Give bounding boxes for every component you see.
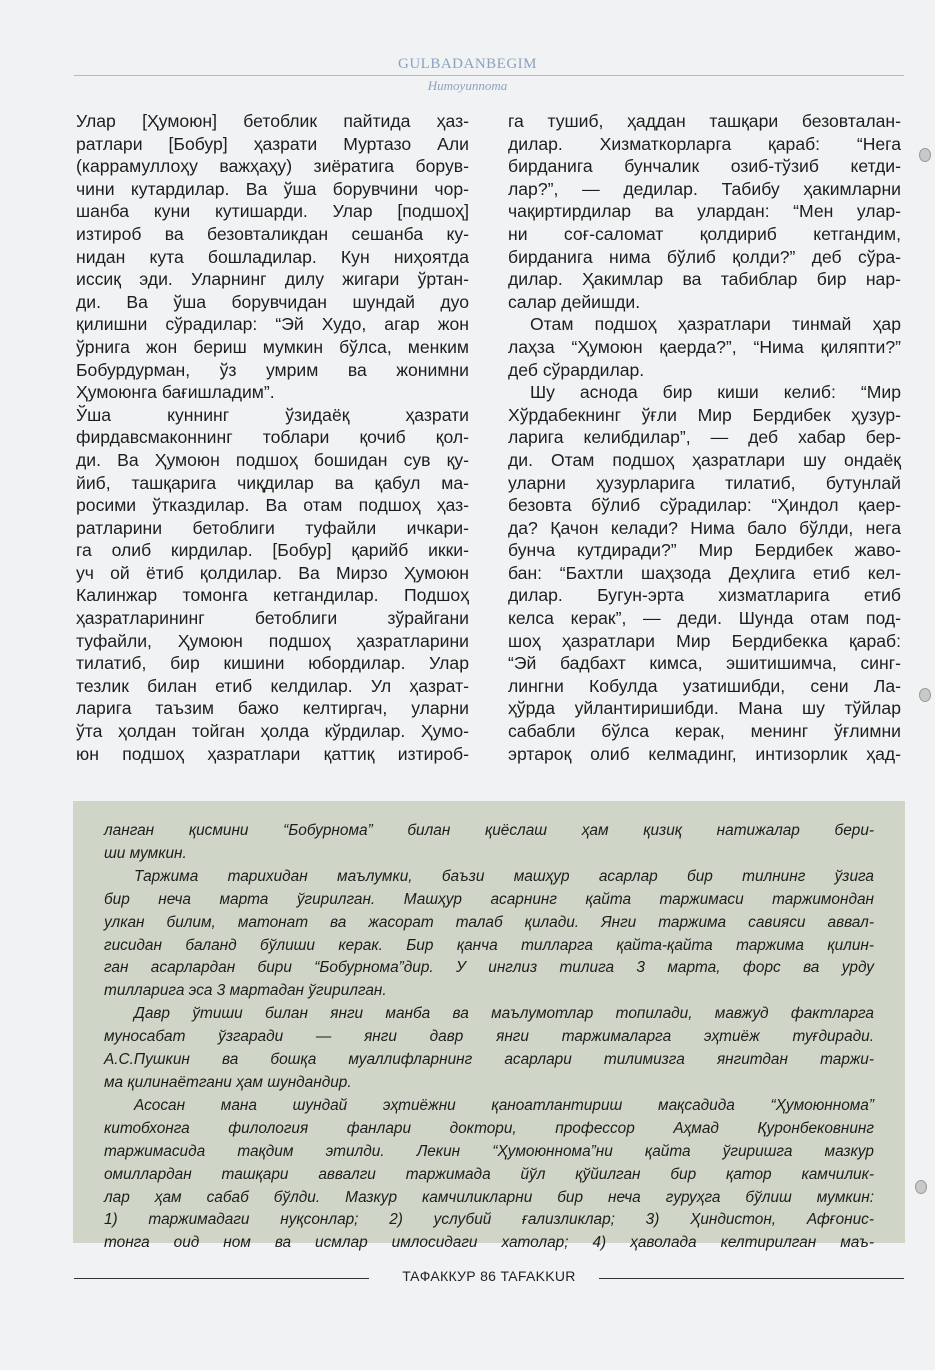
- text-line: ди. Отам подшоҳ ҳазратлари шу ондаёқ: [508, 449, 901, 470]
- text-line: шанба куни кутишарди. Улар [подшоҳ]: [76, 201, 469, 222]
- text-line: ҳўрда уйлантиришибди. Мана шу тўйлар: [508, 698, 901, 719]
- text-line: тезлик билан етиб келдилар. Ул ҳазрат-: [76, 675, 469, 696]
- text-line: эртароқ олиб келмадинг, интизорлик ҳад-: [508, 743, 901, 764]
- text-line: ни соғ-саломат қолдириб кетгандим,: [508, 223, 901, 244]
- text-line: сабабли бўлса керак, менинг ўғлимни: [508, 721, 901, 742]
- text-line: ўрнига жон бериш мумкин бўлса, менким: [76, 336, 469, 357]
- header-rule: [74, 75, 904, 76]
- binder-hole-icon: [915, 1180, 927, 1194]
- text-line: “Эй бадбахт кимса, эшитишимча, синг-: [508, 653, 901, 674]
- text-line: лар?”, — дедилар. Табибу ҳакимларни: [508, 178, 901, 199]
- text-line: (каррамуллоҳу важҳаҳу) зиёратига борув-: [76, 156, 469, 177]
- text-line: бунча кутдиради?” Мир Бердибек жаво-: [508, 540, 901, 561]
- text-line: шоҳ ҳазратлари Мир Бердибекка қараб:: [508, 630, 901, 651]
- text-line: безовта бўлиб сўрадилар: “Ҳиндол қаер-: [508, 495, 901, 516]
- text-line: лаҳза “Ҳумоюн қаерда?”, “Нима қиляпти?”: [508, 336, 901, 357]
- box-line: Таржима тарихидан маълумки, баъзи машҳур асарлар бир тилнинг ўзига: [134, 867, 874, 885]
- text-line: чини кутардилар. Ва ўша борувчини чор-: [76, 178, 469, 199]
- box-line: тонга оид ном ва исмлар имлосидаги хатолар; 4) ҳаволада келтирилган маъ-: [104, 1234, 874, 1252]
- box-line: китобхонга филология фанлари доктори, профессор Аҳмад Қуронбековнинг: [104, 1119, 874, 1137]
- text-line: нидан кута бошладилар. Кун ниҳоятда: [76, 246, 469, 267]
- text-line: келса керак”, — деди. Шунда отам под-: [508, 608, 901, 629]
- box-line: муносабат ўзгаради — янги давр янги таржималарга эҳтиёж туғдиради.: [104, 1028, 874, 1046]
- text-line: салар дейишди.: [508, 291, 641, 312]
- box-line: таржимасида тақдим этилди. Лекин “Ҳумоюннома”ни қайта ўгиришга мазкур: [104, 1142, 874, 1160]
- text-line: ларига келибдилар”, — деб хабар бер-: [508, 427, 901, 448]
- text-line: чақиртирдилар ва улардан: “Мен улар-: [508, 201, 901, 222]
- text-line: ратларини бетоблиги туфайли ичкари-: [76, 517, 469, 538]
- text-line: деб сўрардилар.: [508, 359, 645, 380]
- box-line: омиллардан ташқари аввалги таржимада йўл қўйилган бир қатор камчилик-: [104, 1165, 874, 1183]
- box-line: Давр ўтиши билан янги манба ва маълумотлар топилади, мавжуд фактларга: [134, 1005, 874, 1023]
- footer-rule-right: [599, 1278, 904, 1279]
- text-line: Шу аснода бир киши келиб: “Мир: [530, 382, 901, 403]
- text-line: бирданига нима бўлиб қолди?” деб сўра-: [508, 246, 901, 267]
- text-line: бан: “Бахтли шаҳзода Деҳлига етиб кел-: [508, 562, 901, 583]
- text-line: Хўрдабекнинг ўғли Мир Бердибек ҳузур-: [508, 404, 901, 425]
- text-line: юн подшоҳ ҳазратлари қаттиқ изтироб-: [76, 743, 469, 764]
- text-line: дилар. Бугун-эрта хизматларига етиб: [508, 585, 901, 606]
- text-line: дилар. Хизматкорларга қараб: “Нега: [508, 133, 901, 154]
- text-line: да? Қачон келади? Нима бало бўлди, нега: [508, 517, 901, 538]
- right-column: [508, 110, 901, 765]
- page-footer: [74, 1268, 904, 1288]
- text-line: лингни Кобулда узатишибди, сени Ла-: [508, 675, 901, 696]
- text-line: тилатиб, бир кишини юбордилар. Улар: [76, 653, 469, 674]
- text-line: иссиқ эди. Уларнинг дилу жигари ўртан-: [76, 269, 469, 290]
- box-line: лар ҳам сабаб бўлди. Мазкур камчиликларни бир неча гуруҳга бўлиш мумкин:: [104, 1188, 874, 1206]
- text-line: ўта ҳолдан тойган ҳолда кўрдилар. Ҳумо-: [76, 721, 469, 742]
- box-line: бир неча марта ўгирилган. Машҳур асарнинг қайта таржимаси таржимондан: [104, 890, 874, 908]
- text-line: ди. Ва ўша борувчидан шундай дуо: [76, 291, 469, 312]
- box-line: ши мумкин.: [104, 844, 187, 862]
- left-column: [76, 110, 469, 765]
- text-line: ҳазратларининг бетоблиги зўрайгани: [76, 608, 469, 629]
- text-line: уларни ҳузурларига тилатиб, бутунлай: [508, 472, 901, 493]
- text-line: ди. Ва Ҳумоюн подшоҳ бошидан сув қу-: [76, 449, 469, 470]
- text-line: га тушиб, ҳаддан ташқари безовталан-: [508, 111, 901, 131]
- text-line: уч ой ётиб қолдилар. Ва Мирзо Ҳумоюн: [76, 562, 469, 583]
- box-line: ланган қисмини “Бобурнома” билан қиёслаш ҳам қизиқ натижалар бери-: [104, 822, 874, 839]
- text-line: қилишни сўрадилар: “Эй Худо, агар жон: [76, 314, 469, 335]
- box-line: А.С.Пушкин ва бошқа муаллифларнинг асарлари тилимизга янгитдан таржи-: [104, 1051, 874, 1069]
- text-line: Ҳумоюнга бағишладим”.: [76, 382, 275, 403]
- box-line: улкан билим, матонат ва жасорат талаб қилади. Янги таржима савияси аввал-: [104, 913, 874, 931]
- text-line: Калинжар томонга кетгандилар. Подшоҳ: [76, 585, 469, 606]
- box-line: 1) таржимадаги нуқсонлар; 2) услубий ғализликлар; 3) Ҳиндистон, Афғонис-: [104, 1211, 874, 1229]
- sidebar-box-text: [104, 820, 874, 1255]
- running-header-subtitle: Humoyunnoma: [427, 78, 508, 93]
- text-line: ларига таъзим бажо келтиргач, уларни: [76, 698, 469, 719]
- text-line: Бобурдурман, ўз умрим ва жонимни: [76, 359, 469, 380]
- text-line: йиб, ташқарига чиқдилар ва қабул ма-: [76, 472, 469, 493]
- box-line: гисидан баланд бўлиши керак. Бир қанча тилларга қайта-қайта таржима қилин-: [104, 936, 874, 954]
- text-line: изтироб ва безовталикдан сешанба ку-: [76, 223, 469, 244]
- text-line: Отам подшоҳ ҳазратлари тинмай ҳар: [530, 314, 901, 335]
- page-number-label: TAФАККУР 86 TAFAKKUR: [402, 1268, 576, 1284]
- running-header-title: GULBADANBEGIM: [398, 56, 537, 72]
- text-line: туфайли, Ҳумоюн подшоҳ ҳазратларини: [76, 630, 469, 651]
- text-line: Ўша куннинг ўзидаёқ ҳазрати: [76, 404, 469, 425]
- text-line: росими ўтказдилар. Ва отам подшоҳ ҳаз-: [76, 495, 469, 516]
- text-line: Улар [Ҳумоюн] бетоблик пайтида ҳаз-: [76, 111, 469, 131]
- binder-hole-icon: [919, 148, 931, 162]
- box-line: ган асарлардан бири “Бобурнома”дир. У инглиз тилига 3 марта, форс ва урду: [104, 959, 874, 977]
- text-line: бирданига бунчалик озиб-тўзиб кетди-: [508, 156, 901, 177]
- text-line: га олиб кирдилар. [Бобур] қарийб икки-: [76, 540, 469, 561]
- box-line: ма қилинаётгани ҳам шундандир.: [104, 1073, 352, 1091]
- text-line: ратлари [Бобур] ҳазрати Муртазо Али: [76, 133, 469, 154]
- text-line: дилар. Ҳакимлар ва табиблар бир нар-: [508, 269, 901, 290]
- binder-hole-icon: [919, 688, 931, 702]
- box-line: тилларига эса 3 мартадан ўгирилган.: [104, 982, 387, 1000]
- text-line: фирдавсмаконнинг тоблари қочиб қол-: [76, 427, 469, 448]
- box-line: Асосан мана шундай эҳтиёжни қаноатлантириш мақсадида “Ҳумоюннома”: [134, 1096, 874, 1114]
